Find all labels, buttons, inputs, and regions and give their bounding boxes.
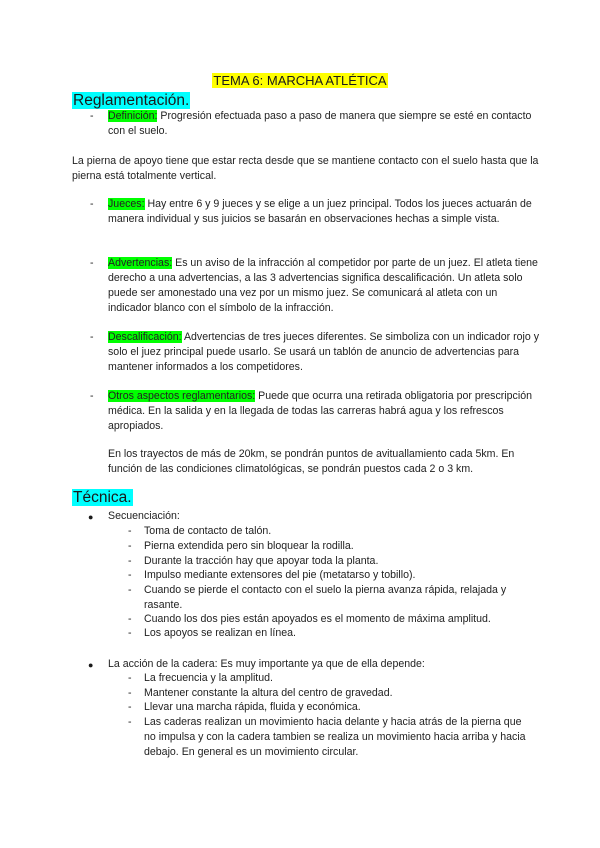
term-definicion: Definición:	[108, 110, 158, 122]
cadera-label: La acción de la cadera: Es muy importante ya que de ella depende:	[108, 658, 425, 670]
intro-paragraph: La pierna de apoyo tiene que estar recta desde que se mantiene contacto con el suelo hasta que la pierna está totalmente vertical.	[72, 155, 539, 182]
bullet-icon: ●	[88, 660, 94, 670]
avituallamiento-paragraph: En los trayectos de más de 20km, se pondrán puntos de avituallamiento cada 5km. En función de las condiciones climatológicas, se pondrán puestos cada 2 o 3 km.	[108, 448, 515, 475]
secuenciacion-label: Secuenciación:	[108, 510, 180, 522]
heading-reglamentacion: Reglamentación.	[73, 92, 190, 109]
term-advertencias: Advertencias:	[108, 257, 173, 269]
term-jueces: Jueces:	[108, 198, 145, 210]
term-otros-aspectos: Otros aspectos reglamentarios:	[108, 390, 256, 402]
bullet-icon: ●	[88, 512, 94, 522]
document-page: TEMA 6: MARCHA ATLÉTICA Reglamentación. - Definición: Progresión efectuada paso a paso de manera que siempre se esté en contacto con el suelo. La pierna de apoyo tiene que estar recta desde que se mantiene contacto con el suelo hasta que la pierna está totalmente vertical. - Jueces: Hay entre 6 y 9 jueces y se elige a un juez principal. Todos los jueces actuarán de manera individual y sus juicios se basarán en observaciones hechas a simple vista. - Advertencias: Es un aviso de la infracción al competidor por parte de un juez. El atleta tiene derecho a una advertencias, a las 3 advertencias significa descalificación. Un atleta solo puede ser amonestado una vez por un mismo juez. Se comunicará al atleta con un indicador blanco con el símbolo de la infracción. - Descalificación: Advertencias de tres jueces diferentes. Se simboliza con un indicador rojo y solo el juez principal puede usarlo. Se usará un tablón de anuncio de advertencias para mantener informados a los competidores. - Otros aspectos reglamentarios: Puede que ocurra una retirada obligatoria por prescripción médica. En la salida y en la llegada de todas las carreras habrá agua y los refrescos apropiados. En los trayectos de más de 20km, se pondrán puntos de avituallamiento cada 5km. En función de las condiciones climatológicas, se pondrán puestos cada 2 o 3 km. Técnica. ● Secuenciación: - Toma de contacto de talón. - Pierna extendida pero sin bloquear la rodilla. - Durante la tracción hay que apoyar toda la planta. - Impulso mediante extensores del pie (metatarso y tobillo). - Cuando se pierde el contacto con el suelo la pierna avanza rápida, relajada y rasante. - Cuando los dos pies están apoyados es el momento de máxima amplitud. - Los apoyos se realizan en línea. ● La acción de la cadera: Es muy importante ya que de ella depende: - La frecuencia y la amplitud. - Mantener constante la altura del centro de gravedad. - Llevar una marcha rápida, fluida y económica. - Las caderas realizan un movimiento hacia delante y hacia atrás de la pierna que no impulsa y con la cadera tambien se realiza un movimiento hacia arriba y hacia debajo. En general es un movimiento circular.	[0, 0, 600, 848]
document-title: TEMA 6: MARCHA ATLÉTICA	[213, 73, 387, 88]
term-descalificacion: Descalificación:	[108, 331, 182, 343]
heading-tecnica: Técnica.	[73, 489, 132, 506]
